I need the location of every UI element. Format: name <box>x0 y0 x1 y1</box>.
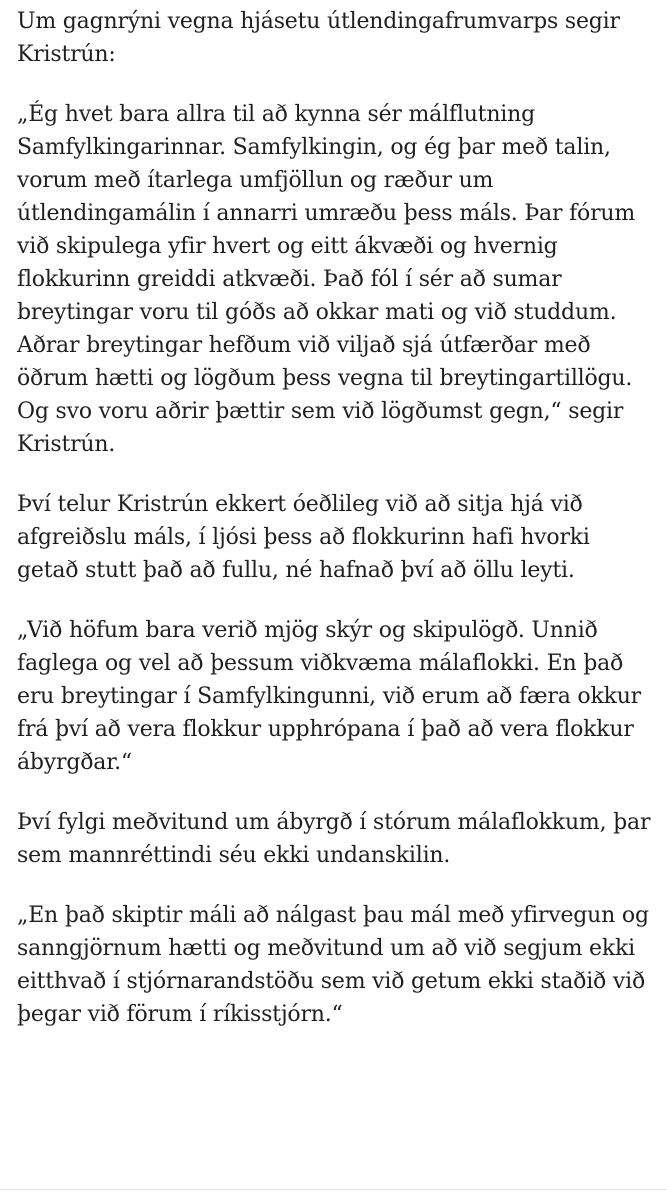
paragraph-quote-2: „Við höfum bara verið mjög skýr og skipulögð. Unnið faglega og vel að þessum viðkvæma málaflokki. En það eru breytingar í Samfylkingunni, við erum að færa okkur frá því að vera flokkur upphrópana í það að vera flokkur ábyrgðar.“ <box>17 618 641 775</box>
paragraph-intro: Um gagnrýni vegna hjásetu útlendingafrumvarps segir Kristrún: <box>17 9 620 67</box>
paragraph-quote-3: „En það skiptir máli að nálgast þau mál með yfirvegun og sanngjörnum hætti og meðvitund um að við segjum ekki eitthvað í stjórnarandstöðu sem við getum ekki staðið við þegar við förum í ríkisstjórn.“ <box>17 903 649 1027</box>
article-body <box>17 0 657 1058</box>
paragraph-responsibility: Því fylgi meðvitund um ábyrgð í stórum málaflokkum, þar sem mannréttindi séu ekki undanskilin. <box>17 810 651 868</box>
bottom-divider <box>0 1189 667 1190</box>
paragraph-abstention: Því telur Kristrún ekkert óeðlileg við að sitja hjá við afgreiðslu máls, í ljósi þess að flokkurinn hafi hvorki getað stutt það að fullu, né hafnað því að öllu leyti. <box>17 492 590 583</box>
paragraph-quote-1: „Ég hvet bara allra til að kynna sér málflutning Samfylkingarinnar. Samfylkingin, og ég þar með talin, vorum með ítarlega umfjöllun og ræður um útlendingamálin í annarri umræðu þess máls. Þar fórum við skipulega yfir hvert og eitt ákvæði og hvernig flokkurinn greiddi atkvæði. Það fól í sér að sumar breytingar voru til góðs að okkar mati og við studdum. Aðrar breytingar hefðum við viljað sjá útfærðar með öðrum hætti og lögðum þess vegna til breytingartillögu. Og svo voru aðrir þættir sem við lögðumst gegn,“ segir Kristrún. <box>17 102 636 457</box>
